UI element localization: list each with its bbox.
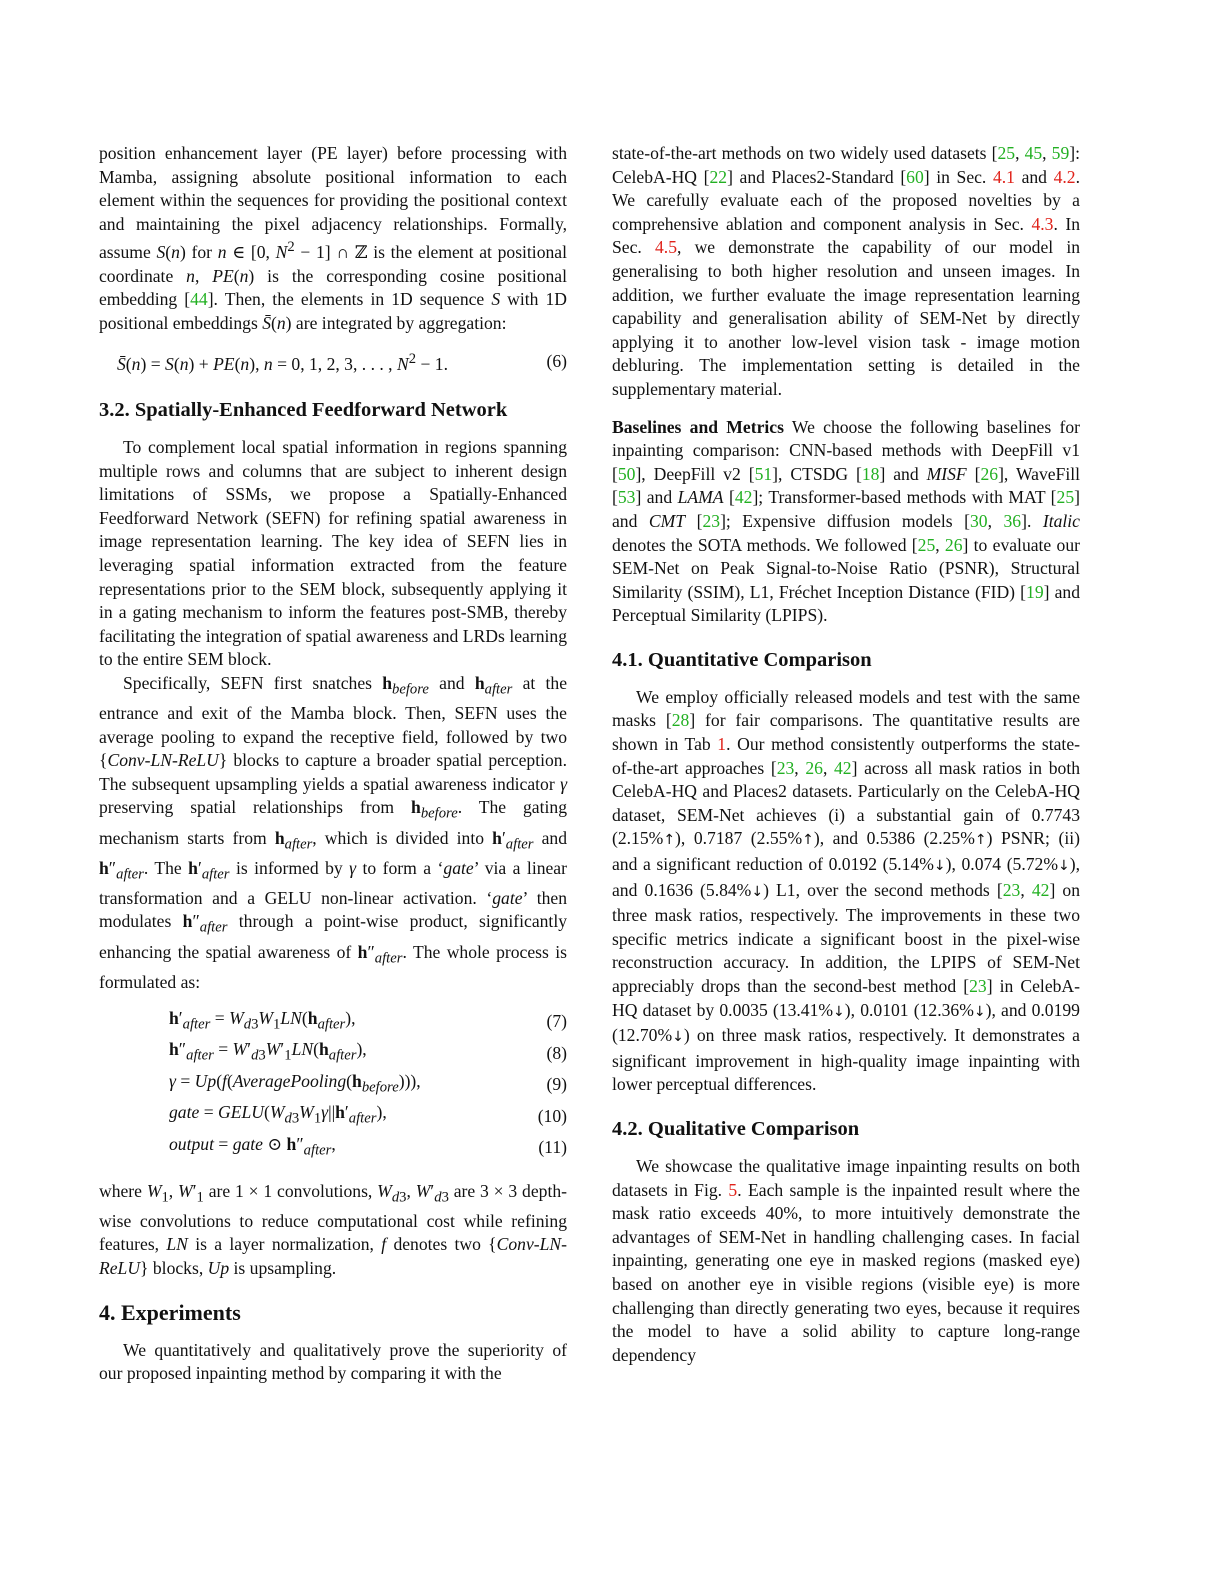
- equation-9-number: (9): [546, 1074, 567, 1095]
- equation-9: $\gamma = Up(f(AveragePooling(h_{before})))$, (9): [169, 1070, 567, 1096]
- section-4-1-heading: 4.1. Quantitative Comparison: [612, 648, 872, 671]
- baselines-metrics-heading: Baselines and Metrics: [612, 416, 784, 437]
- equation-7-number: (7): [546, 1011, 567, 1032]
- equation-6: [99, 348, 567, 376]
- equation-11-number: (11): [538, 1137, 567, 1158]
- equations-7-11: [99, 1006, 567, 1164]
- right-paragraph-1: state-of-the-art methods on two widely used datasets [25, 45, 59]: CelebA-HQ [22] and Places2-Standard [60] in Sec. 4.1 and 4.2. We carefully evaluate each of the proposed novelties by a comprehensive ablation and component analysis in Sec. 4.3. In Sec. 4.5, we demonstrate the capability of our model in generalising to both higher resolution and unseen images. In addition, we further evaluate the image representation learning capability and generalisation ability of SEM-Net by directly applying it to another low-level vision task - image motion debluring. The implementation setting is detailed in the supplementary material.: [612, 143, 1081, 399]
- left-paragraph-1: position enhancement layer (PE layer) before processing with Mamba, assigning absolute positional information to each element within the sequences for providing the positional context and maintaining the pixel adjacency relationships. Formally, assume S(n) for n ∈ [0, $N^2 - 1$] ∩ ℤ is the element at positional coordinate n, PE(n) is the corresponding cosine positional embedding [44]. Then, the elements in 1D sequence S with 1D positional embeddings S̄(n) are integrated by aggregation:: [99, 143, 568, 334]
- equation-11: output = gate ⊙ $h''_{after}$, (11): [169, 1133, 567, 1159]
- equation-6-body: S̄(n) = S(n) + PE(n), n = 0, 1, 2, 3, . . . , $N^2 - 1$.: [117, 350, 448, 374]
- right-paragraph-3: We employ officially released models and test with the same masks [28] for fair comparisons. The quantitative results are shown in Tab 1. Our method consistently outperforms the state-of-the-art approaches [23, 26, 42] across all mask ratios in both CelebA-HQ and Places2 datasets. Particularly on the CelebA-HQ dataset, SEM-Net achieves (i) a substantial gain of 0.7743 (2.15%↑), 0.7187 (2.55%↑), and 0.5386 (2.25%↑) PSNR; (ii) and a significant reduction of 0.0192 (5.14%↓), 0.074 (5.72%↓), and 0.1636 (5.84%↓) L1, over the second methods [23, 42] on three mask ratios, respectively. The improvements in these two specific metrics indicate a significant boost in the pixel-wise reconstruction accuracy. In addition, the LPIPS of SEM-Net appreciably drops than the second-best method [23] in CelebA-HQ dataset by 0.0035 (13.41%↓), 0.0101 (12.36%↓), and 0.0199 (12.70%↓) on three mask ratios, respectively. It demonstrates a significant improvement in high-quality image inpainting with lower perceptual differences.: [612, 686, 1081, 1095]
- equation-10-number: (10): [537, 1105, 567, 1126]
- section-3-2-heading: 3.2. Spatially-Enhanced Feedforward Network: [99, 399, 508, 422]
- left-paragraph-4: where $W_1$, $W'_1$ are 1 × 1 convolutions, $W_{d3}$, $W'_{d3}$ are 3 × 3 depth-wise convolutions to reduce computational cost while refining features, LN is a layer normalization, f denotes two {Conv-LN-ReLU} blocks, Up is upsampling.: [99, 1180, 567, 1279]
- right-paragraph-4: We showcase the qualitative image inpainting results on both datasets in Fig. 5. Each sample is the inpainted result where the mask ratio exceeds 40%, to more intuitively demonstrate the advantages of SEM-Net in handling challenging cases. In facial inpainting, generating one eye in masked regions (masked eye) based on another eye in visible regions (visible eye) is more challenging than directly generating two eyes, because it requires the model to have a solid ability to capture long-range dependency: [612, 1155, 1080, 1365]
- right-column: [612, 142, 1080, 1367]
- right-paragraph-2: Baselines and Metrics We choose the following baselines for inpainting comparison: CNN-based methods with DeepFill v1 [50], DeepFill v2 [51], CTSDG [18] and MISF [26], WaveFill [53] and LAMA [42]; Transformer-based methods with MAT [25] and CMT [23]; Expensive diffusion models [30, 36]. Italic denotes the SOTA methods. We followed [25, 26] to evaluate our SEM-Net on Peak Signal-to-Noise Ratio (PSNR), Structural Similarity (SSIM), L1, Fréchet Inception Distance (FID) [19] and Perceptual Similarity (LPIPS).: [612, 416, 1081, 626]
- left-paragraph-2: To complement local spatial information in regions spanning multiple rows and columns that are subject to inherent design limitations of SSMs, we propose a Spatially-Enhanced Feedforward Network (SEFN) for refining spatial awareness in image representation learning. The key idea of SEFN lies in leveraging spatial information extracted from the feature representations prior to the SEM block, subsequently applying it in a gating mechanism to inform the features post-SMB, thereby facilitating the integration of spatial awareness and LRDs learning to the entire SEM block.: [99, 437, 567, 670]
- equation-8: $h''_{after} = W'_{d3}W'_1LN(h_{after})$, (8): [169, 1039, 567, 1064]
- equation-7: $h'_{after} = W_{d3}W_1LN(h_{after})$, (7): [169, 1007, 567, 1033]
- equation-8-number: (8): [546, 1042, 567, 1063]
- equation-6-number: (6): [546, 351, 567, 372]
- left-paragraph-5: We quantitatively and qualitatively prove the superiority of our proposed inpainting method by comparing it with the: [99, 1339, 567, 1384]
- left-paragraph-3: Specifically, SEFN first snatches $h_{before}$ and $h_{after}$ at the entrance and exit of the Mamba block. Then, SEFN uses the average pooling to expand the receptive field, followed by two {Conv-LN-ReLU} blocks to capture a broader spatial perception. The subsequent upsampling yields a spatial awareness indicator γ preserving spatial relationships from $h_{before}$. The gating mechanism starts from $h_{after}$, which is divided into $h'_{after}$ and $h''_{after}$. The $h'_{after}$ is informed by γ to form a ‘gate’ via a linear transformation and a GELU non-linear activation. ‘gate’ then modulates $h''_{after}$ through a point-wise product, significantly enhancing the spatial awareness of $h''_{after}$. The whole process is formulated as:: [99, 673, 568, 992]
- section-4-heading: 4. Experiments: [99, 1299, 241, 1325]
- equation-10: gate = $GELU(W_{d3}W_1\gamma||h'_{after})$, (10): [169, 1102, 567, 1127]
- left-column: [99, 142, 567, 1386]
- section-4-2-heading: 4.2. Qualitative Comparison: [612, 1117, 860, 1140]
